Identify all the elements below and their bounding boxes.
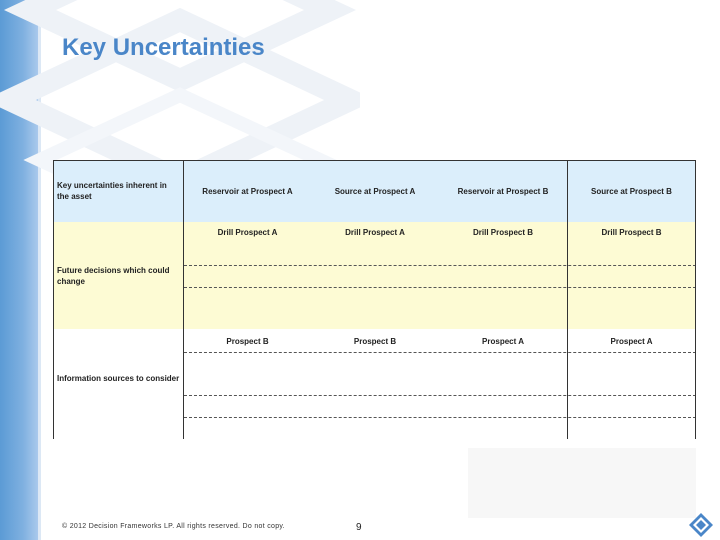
page-number: 9 [356,522,362,533]
row-label-decisions: Future decisions which could change [57,266,170,286]
row-label-uncertainties: Key uncertainties inherent in the asset [57,181,167,201]
information-cell: Prospect A [482,337,524,346]
information-cell: Prospect A [610,337,653,346]
logo-diamond-icon [688,512,714,538]
uncertainty-cell: Source at Prospect B [591,187,672,196]
table-column-divider [567,160,568,439]
decision-row-divider [184,265,696,266]
information-row-divider [184,352,696,353]
corner-decoration [468,448,696,518]
information-cell: Prospect B [353,337,397,346]
decision-cell: Drill Prospect A [345,228,405,237]
information-row-divider [184,417,696,418]
uncertainty-cell: Reservoir at Prospect A [202,187,293,196]
row-label-information: Information sources to consider [57,374,180,383]
information-cell: Prospect B [226,337,269,346]
decision-cell: Drill Prospect A [217,228,278,237]
uncertainty-cell: Reservoir at Prospect B [457,187,549,196]
uncertainty-table [53,160,696,439]
uncertainty-cell: Source at Prospect A [334,187,416,196]
decision-row-divider [184,287,696,288]
copyright-footer: © 2012 Decision Frameworks LP. All rights reserved. Do not copy. [62,523,285,530]
table-border [695,160,696,439]
table-border [53,160,54,439]
page-title: Key Uncertainties [62,34,265,61]
information-row-divider [184,395,696,396]
decision-cell: Drill Prospect B [601,228,662,237]
decision-cell: Drill Prospect B [472,228,533,237]
table-column-divider [183,160,184,439]
